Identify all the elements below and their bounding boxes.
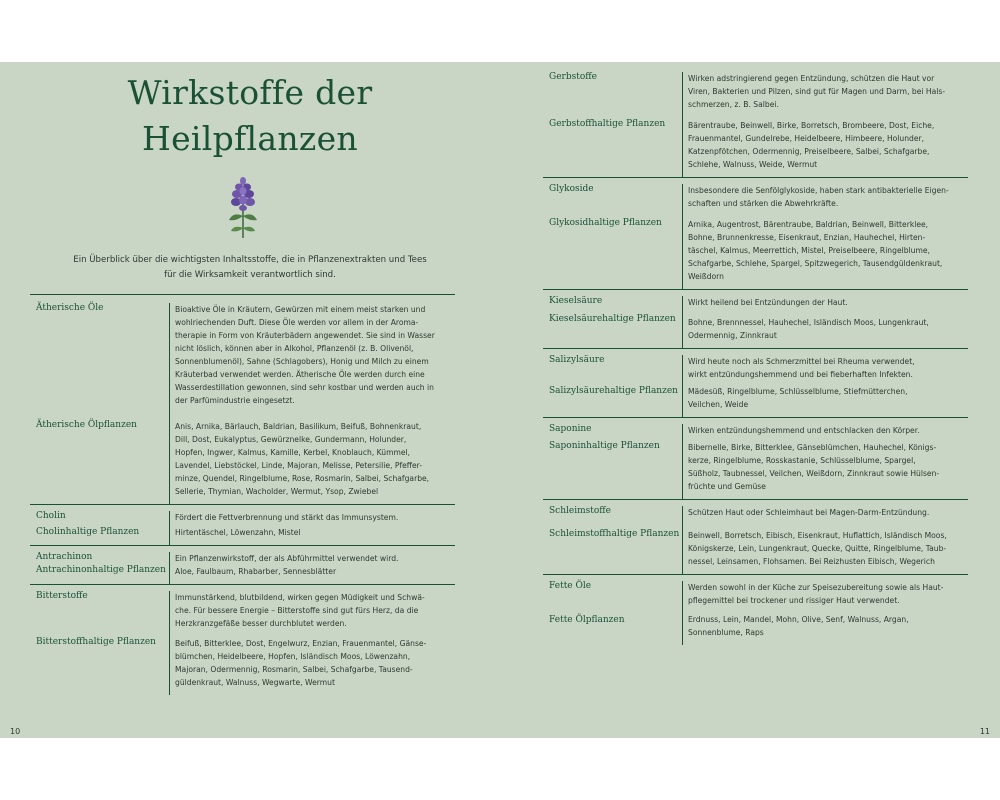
table-row	[543, 178, 968, 290]
row-label: Kieselsäurehaltige Pflanzen	[549, 314, 676, 324]
row-description: Fördert die Fettverbrennung und stärkt das Immunsystem.	[175, 513, 399, 522]
row-description: Erdnuss, Lein, Mandel, Mohn, Olive, Senf, Walnuss, Argan, Sonnenblume, Raps	[688, 615, 909, 637]
row-description: Hirtentäschel, Löwenzahn, Mistel	[175, 528, 301, 537]
row-description: Wirkt heilend bei Entzündungen der Haut.	[688, 298, 848, 307]
row-description: Wird heute noch als Schmerzmittel bei Rheuma verwendet, wirkt entzündungshemmend und bei fieberhaften Infekten.	[688, 357, 915, 379]
row-description: Bibernelle, Birke, Bitterklee, Gänseblümchen, Hauhechel, Königs- kerze, Ringelblume, Rosskastanie, Schlüsselblume, Spargel, Süßholz, Taubnessel, Veilchen, Weißdorn, Zinnkraut sowie Hülsen- früchte und Gemüse	[688, 443, 940, 491]
row-description: Beinwell, Borretsch, Eibisch, Eisenkraut, Huflattich, Isländisch Moos, Königskerze, Lein, Lungenkraut, Quecke, Quitte, Ringelblume, Taub- nessel, Leinsamen, Flohsamen. Bei Reizhusten Eibisch, Wegerich	[688, 531, 947, 566]
table-row	[543, 575, 968, 645]
table-row	[30, 546, 455, 585]
row-label: Cholinhaltige Pflanzen	[36, 527, 140, 537]
row-description: Aloe, Faulbaum, Rhabarber, Sennesblätter	[175, 567, 337, 576]
row-description: Insbesondere die Senfölglykoside, haben stark antibakterielle Eigen- schaften und stärken die Abwehrkräfte.	[688, 186, 949, 208]
row-label: Schleimstoffhaltige Pflanzen	[549, 529, 680, 539]
lavender-flower-icon	[223, 176, 263, 240]
row-label: Antrachinon	[36, 552, 93, 562]
row-description: Schützen Haut oder Schleimhaut bei Magen-Darm-Entzündung.	[688, 508, 930, 517]
row-description: Werden sowohl in der Küche zur Speisezubereitung sowie als Haut- pflegemittel bei trockener und rissiger Haut verwendet.	[688, 583, 944, 605]
right-page	[500, 62, 1000, 738]
row-description: Ein Pflanzenwirkstoff, der als Abführmittel verwendet wird.	[175, 554, 399, 563]
table-row	[543, 500, 968, 575]
row-description: Wirken adstringierend gegen Entzündung, schützen die Haut vor Viren, Bakterien und Pilzen, sind gut für Magen und Darm, bei Hals- schmerzen, z. B. Salbei.	[688, 74, 946, 109]
row-description: Arnika, Augentrost, Bärentraube, Baldrian, Beinwell, Bitterklee, Bohne, Brunnenkresse, Eisenkraut, Enzian, Hauhechel, Hirten- täschel, Kalmus, Meerrettich, Mistel, Preiselbeere, Ringelblume, Schafgarbe, Schlehe, Spargel, Spitzwegerich, Tausendgüldenkraut, Weißdorn	[688, 220, 943, 281]
row-description: Beifuß, Bitterklee, Dost, Engelwurz, Enzian, Frauenmantel, Gänse- blümchen, Heidelbeere, Hopfen, Isländisch Moos, Löwenzahn, Majoran, Odermennig, Rosmarin, Salbei, Schafgarbe, Tausend- güldenkraut, Walnuss, Wegwarte, Wermut	[175, 639, 427, 687]
title-line-2: Heilpflanzen	[141, 119, 358, 158]
row-label: Saponine	[549, 424, 592, 434]
substances-table-right	[543, 62, 968, 645]
row-label: Bitterstoffe	[36, 591, 88, 601]
row-label: Fette Ölpflanzen	[549, 615, 625, 625]
title-line-1: Wirkstoffe der	[127, 73, 373, 112]
row-label: Gerbstoffe	[549, 72, 597, 82]
intro-text	[45, 253, 455, 283]
table-row	[543, 62, 968, 178]
row-description: Bärentraube, Beinwell, Birke, Borretsch, Brombeere, Dost, Eiche, Frauenmantel, Gundelrebe, Heidelbeere, Himbeere, Holunder, Katzenpfötchen, Odermennig, Preiselbeere, Salbei, Schafgarbe, Schlehe, Walnuss, Weide, Wermut	[688, 121, 935, 169]
table-row	[543, 349, 968, 418]
table-row	[543, 290, 968, 349]
row-label: Antrachinonhaltige Pflanzen	[36, 565, 166, 575]
row-description: Wirken entzündungshemmend und entschlacken den Körper.	[688, 426, 920, 435]
row-label: Salizylsäurehaltige Pflanzen	[549, 386, 678, 396]
row-label: Schleimstoffe	[549, 506, 611, 516]
table-row	[30, 505, 455, 546]
page-number: 11	[979, 727, 990, 736]
table-row	[543, 418, 968, 500]
intro-line-2: für die Wirksamkeit verantwortlich sind.	[164, 270, 336, 280]
row-label: Ätherische Öle	[36, 303, 104, 313]
row-label: Bitterstoffhaltige Pflanzen	[36, 637, 156, 647]
page-number: 10	[10, 727, 21, 736]
left-page	[0, 62, 500, 738]
book-spread	[0, 62, 1000, 738]
table-row	[30, 294, 455, 505]
row-description: Bioaktive Öle in Kräutern, Gewürzen mit einem meist starken und wohlriechenden Duft. Diese Öle werden vor allem in der Aroma- therapie in Form von Kräuterbädern angewendet. Sie sind in Wasser nicht löslich, können aber in Alkohol, Pflanzenöl (z. B. Olivenöl, Sonnenblumenöl), Sahne (Schlagobers), Honig und Milch zu einem Kräuterbad verwendet werden. Ätherische Öle werden durch eine Wasserdestillation gewonnen, sind sehr kostbar und werden auch in der Parfümindustrie eingesetzt.	[175, 305, 435, 405]
row-description: Mädesüß, Ringelblume, Schlüsselblume, Stiefmütterchen, Veilchen, Weide	[688, 387, 908, 409]
row-label: Gerbstoffhaltige Pflanzen	[549, 119, 666, 129]
row-label: Ätherische Ölpflanzen	[36, 420, 137, 430]
substances-table-left	[30, 294, 455, 695]
intro-line-1: Ein Überblick über die wichtigsten Inhaltsstoffe, die in Pflanzenextrakten und Tees	[73, 255, 427, 265]
row-label: Glykoside	[549, 184, 594, 194]
row-description: Anis, Arnika, Bärlauch, Baldrian, Basilikum, Beifuß, Bohnenkraut, Dill, Dost, Eukalyptus, Gewürznelke, Gundermann, Holunder, Hopfen, Ingwer, Kalmus, Kamille, Kerbel, Knoblauch, Kümmel, Lavendel, Liebstöckel, Linde, Majoran, Melisse, Petersilie, Pfeffer- minze, Quendel, Ringelblume, Rose, Rosmarin, Salbei, Schafgarbe, Sellerie, Thymian, Wacholder, Wermut, Ysop, Zwiebel	[175, 422, 430, 496]
row-description: Immunstärkend, blutbildend, wirken gegen Müdigkeit und Schwä- che. Für bessere Energie – Bitterstoffe sind gut fürs Herz, da die Herzkranzgefäße besser durchblutet werden.	[175, 593, 425, 628]
table-row	[30, 585, 455, 695]
row-label: Saponinhaltige Pflanzen	[549, 441, 660, 451]
row-label: Cholin	[36, 511, 66, 521]
row-description: Bohne, Brennnessel, Hauhechel, Isländisch Moos, Lungenkraut, Odermennig, Zinnkraut	[688, 318, 929, 340]
page-title	[40, 70, 460, 162]
row-label: Fette Öle	[549, 581, 592, 591]
row-label: Glykosidhaltige Pflanzen	[549, 218, 662, 228]
row-label: Kieselsäure	[549, 296, 603, 306]
row-label: Salizylsäure	[549, 355, 605, 365]
